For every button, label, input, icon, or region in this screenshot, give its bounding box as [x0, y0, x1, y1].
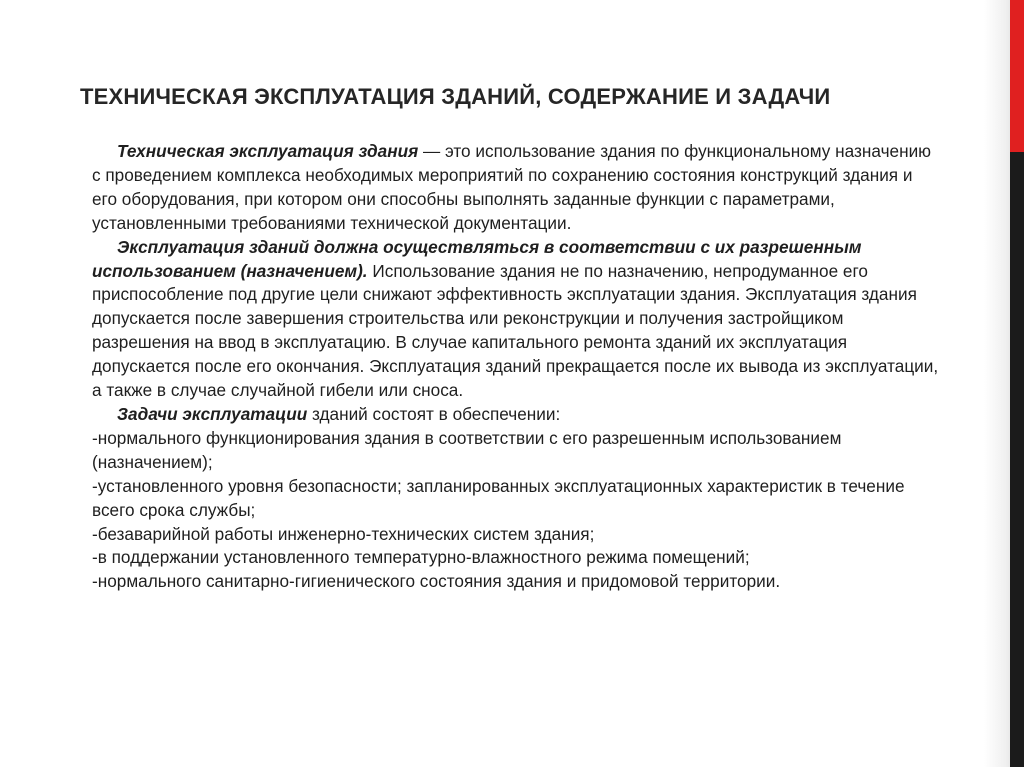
usage-emphasis: Эксплуатация зданий должна осуществляться в соответствии с их разрешенным использованием (назначением).	[92, 236, 862, 281]
definition-text: — это использование здания по функциональному назначению с проведением комплекса необходимых мероприятий по сохранению состояния конструкций здания и его оборудования, при котором они способны выполнять заданные функции с параметрами, установленными требованиями технической документации.	[92, 141, 932, 233]
task-list-item: -в поддержании установленного температурно-влажностного режима помещений;	[92, 547, 750, 568]
slide-body	[92, 140, 942, 594]
definition-term: Техническая эксплуатация здания	[117, 141, 419, 161]
task-list-item: -установленного уровня безопасности; запланированных эксплуатационных характеристик в течение всего срока службы;	[92, 475, 905, 520]
slide-title: ТЕХНИЧЕСКАЯ ЭКСПЛУАТАЦИЯ ЗДАНИЙ, СОДЕРЖАНИЕ И ЗАДАЧИ	[80, 84, 831, 109]
paragraph-definition	[92, 140, 942, 236]
task-list-item: -безаварийной работы инженерно-технических систем здания;	[92, 523, 595, 544]
task-list-item: -нормального санитарно-гигиенического состояния здания и придомовой территории.	[92, 571, 781, 592]
usage-text: Использование здания не по назначению, непродуманное его приспособление под другие цели снижают эффективность эксплуатации здания. Эксплуатация здания допускается после завершения строительства или реконструкции и получения застройщиком разрешения на ввод в эксплуатацию. В случае капитального ремонта зданий их эксплуатация допускается после его окончания. Эксплуатация зданий прекращается после их вывода из эксплуатации, а также в случае случайной гибели или сноса.	[92, 260, 939, 401]
paragraph-tasks	[92, 403, 942, 427]
task-list-item: -нормального функционирования здания в соответствии с его разрешенным использованием (назначением);	[92, 427, 842, 472]
accent-bar-bottom	[1010, 152, 1024, 767]
tasks-term: Задачи эксплуатации	[117, 403, 308, 424]
tasks-text: зданий состоят в обеспечении:	[307, 403, 561, 424]
paragraph-usage	[92, 236, 942, 403]
accent-bar-top	[1010, 0, 1024, 152]
